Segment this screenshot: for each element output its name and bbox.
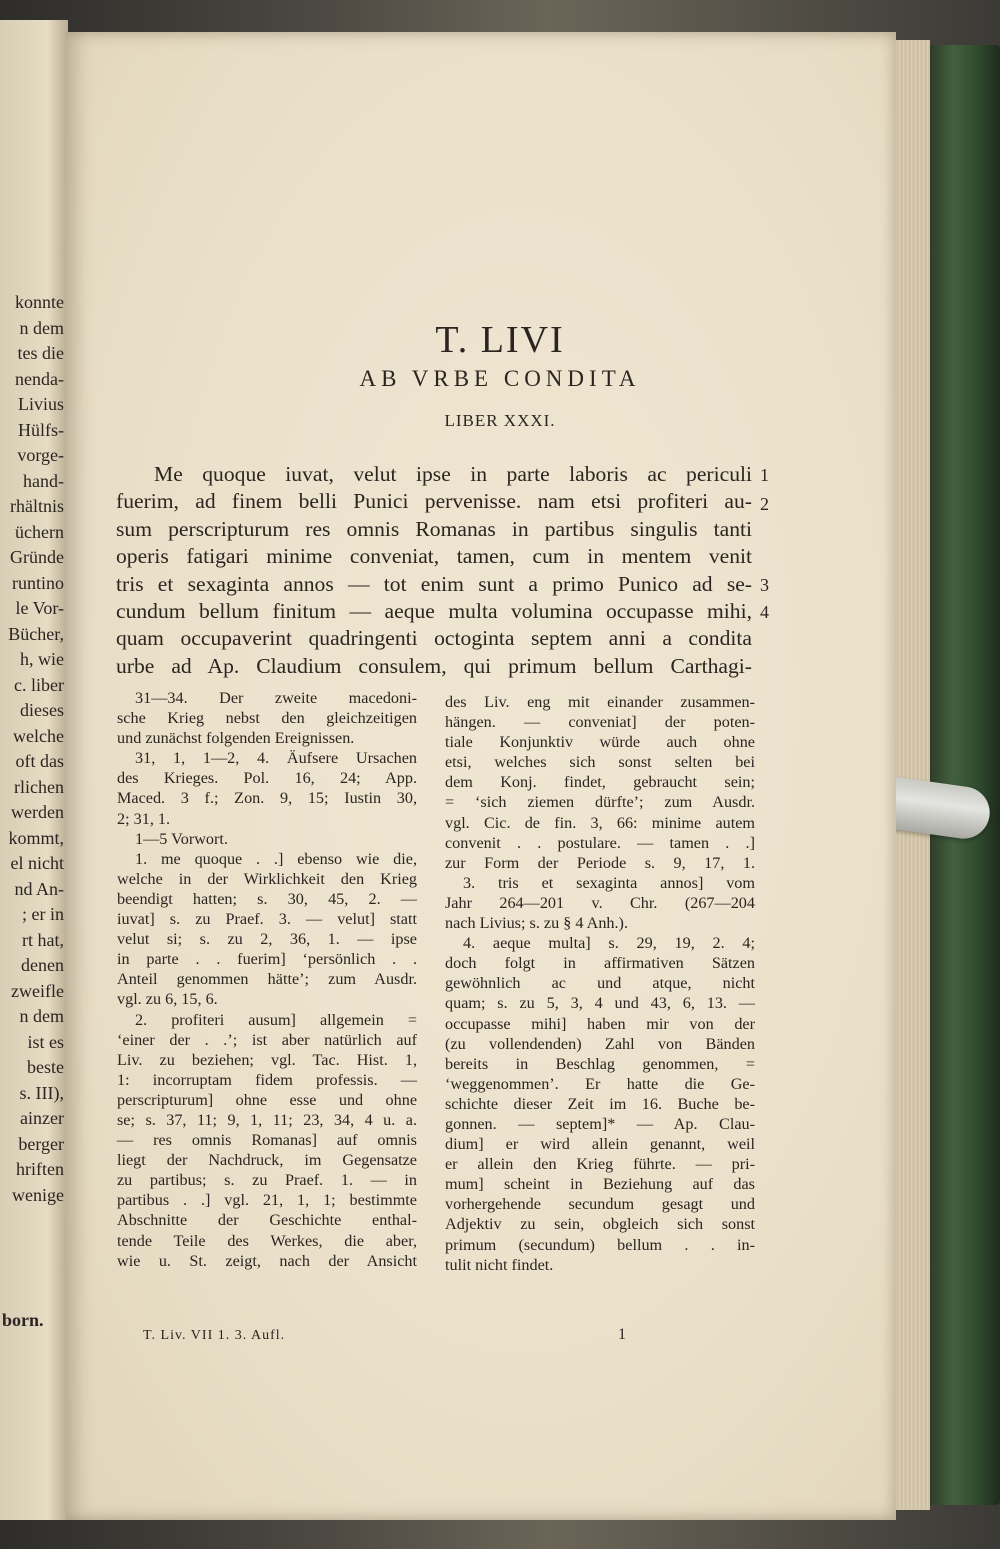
commentary-line: ‘weggenommen’. Er hatte die Ge- (445, 1074, 755, 1093)
commentary-line: partibus . .] vgl. 21, 1, 1; bestimmte (117, 1191, 417, 1210)
book-number: LIBER XXXI. (444, 411, 556, 430)
left-page-fragment: ainzer (20, 1108, 64, 1128)
commentary-line: hängen. — conveniat] der poten- (445, 713, 755, 732)
commentary-line: Anteil genommen hätte’; zum Ausdr. (117, 970, 417, 989)
page-title: T. LIVI (435, 319, 565, 361)
left-page-fragment: h, wie (20, 649, 64, 669)
commentary-line: tende Teile des Werkes, die aber, (117, 1231, 417, 1250)
commentary-line: gewöhnlich ac und atque, nicht (445, 974, 755, 993)
commentary-line: perscripturum] ohne esse und ohne (117, 1090, 417, 1109)
commentary-line: 1—5 Vorwort. (135, 829, 228, 848)
left-page-fragment: Gründe (10, 547, 64, 567)
commentary-line: Liv. zu beziehen; vgl. Tac. Hist. 1, (117, 1050, 417, 1069)
left-page-fragment: c. liber (14, 674, 64, 695)
left-page-fragment: Bücher, (8, 623, 64, 644)
left-page-fragment: ; er in (22, 904, 64, 924)
latin-main-text (116, 461, 752, 680)
main-text-line: quam occupaverint quadringenti octoginta septem anni a condita (116, 626, 752, 651)
commentary-line: und zunächst folgenden Ereignissen. (117, 729, 355, 748)
commentary-line: = ‘sich ziemen dürfte’; zum Ausdr. (445, 793, 755, 812)
commentary-line: (zu vollendenden) Zahl von Bänden (445, 1034, 755, 1053)
commentary-line: dem Konj. findet, gebraucht sein; (445, 773, 755, 792)
main-text-line: tris et sexaginta annos — tot enim sunt a primo Punico ad se- (116, 571, 752, 596)
left-page-fragment: vorge- (17, 445, 64, 465)
book-cover-edge (928, 45, 1000, 1505)
commentary-line: dium] er wird allein genannt, weil (445, 1135, 755, 1154)
commentary-line: 4. aeque multa] s. 29, 19, 2. 4; (463, 934, 755, 953)
commentary-line: gonnen. — septem]* — Ap. Clau- (445, 1114, 755, 1133)
left-page-fragment: üchern (15, 521, 64, 542)
left-page-fragment: oft das (15, 751, 64, 771)
commentary-line: — res omnis Romanas] auf omnis (117, 1131, 417, 1150)
left-page-fragment: rt hat, (22, 929, 64, 950)
commentary-line: 2. profiteri ausum] allgemein = (135, 1010, 417, 1029)
commentary-line: vgl. zu 6, 15, 6. (117, 990, 218, 1009)
page-stack-edge (896, 40, 930, 1510)
commentary-line: convenit . . postulare. — tamen . .] (445, 833, 755, 852)
commentary-line: 31, 1, 1—2, 4. Äufsere Ursachen (135, 749, 417, 768)
commentary-line: zur Form der Periode s. 9, 17, 1. (445, 853, 755, 872)
left-page-fragment: zweifle (11, 980, 64, 1001)
commentary-line: 31—34. Der zweite macedoni- (135, 689, 417, 707)
left-page-fragment: runtino (12, 572, 64, 593)
left-page-fragment: dieses (20, 700, 64, 720)
commentary-line: vgl. Cic. de fin. 3, 66: minime autem (445, 813, 755, 832)
left-page-fragment: rlichen (14, 776, 64, 797)
main-text-line: cundum bellum finitum — aeque multa volumina occupasse mihi, (116, 599, 752, 624)
sheet-number: 1 (618, 1326, 626, 1343)
main-text-line: Me quoque iuvat, velut ipse in parte laboris ac periculi (154, 462, 752, 486)
commentary-line: liegt der Nachdruck, im Gegensatze (117, 1151, 417, 1170)
commentary-line: tulit nicht findet. (445, 1255, 554, 1274)
commentary-line: wie u. St. zeigt, nach der Ansicht (117, 1251, 417, 1270)
left-page-fragment: berger (18, 1133, 64, 1154)
commentary-line: des Liv. eng mit einander zusammen- (445, 693, 755, 711)
commentary-line: Jahr 264—201 v. Chr. (267—204 (445, 893, 755, 912)
commentary-line: in parte . . fuerim] ‘persönlich . . (117, 950, 417, 969)
margin-number: 2 (760, 494, 769, 514)
main-text-line: urbe ad Ap. Claudium consulem, qui primum bellum Carthagi- (116, 653, 752, 678)
commentary-line: quam; s. zu 5, 3, 4 und 43, 6, 13. — (445, 994, 755, 1013)
commentary-line: 3. tris et sexaginta annos] vom (463, 873, 755, 892)
commentary-line: welche in der Wirklichkeit den Krieg (117, 869, 417, 888)
commentary-line: nach Livius; s. zu § 4 Anh.). (445, 914, 628, 933)
left-page-fragment: rhältnis (10, 496, 64, 516)
commentary-line: Adjektiv zu sein, obgleich sich sonst (445, 1215, 755, 1234)
commentary-line: mum] scheint in Beziehung auf das (445, 1175, 755, 1194)
commentary-line: iuvat] s. zu Praef. 3. — velut] statt (117, 910, 417, 929)
work-subtitle: AB VRBE CONDITA (359, 366, 641, 391)
commentary-line: schichte dieser Zeit im 16. Buche be- (445, 1094, 755, 1113)
left-page-fragment: n dem (19, 317, 64, 338)
left-page-fragment: werden (11, 802, 64, 822)
main-text-line: operis fatigari minime conveniat, tamen, cum in mentem venit (116, 544, 752, 569)
commentary-line: Abschnitte der Geschichte enthal- (117, 1211, 417, 1230)
left-page-fragment: tes die (17, 343, 64, 363)
commentary-right-column (445, 692, 755, 1275)
commentary-line: velut si; s. zu 2, 36, 1. — ipse (117, 930, 417, 949)
commentary-left-column (117, 688, 417, 1271)
left-page-fragment: welche (13, 725, 64, 746)
margin-number: 4 (760, 602, 769, 622)
left-page-fragment: beste (27, 1057, 64, 1077)
commentary-line: vorhergehende secundum gesagt und (445, 1195, 755, 1214)
left-page-fragment: Hülfs- (18, 419, 64, 440)
commentary-line: ‘einer der . .’; ist aber natürlich auf (117, 1030, 417, 1049)
left-page-strip (0, 20, 68, 1520)
margin-number: 1 (760, 465, 769, 485)
margin-number: 3 (760, 575, 769, 595)
left-page-fragment: kommt, (8, 827, 64, 848)
commentary-line: 1: incorruptam fidem professis. — (117, 1070, 417, 1089)
main-text-line: fuerim, ad finem belli Punici pervenisse. nam etsi profiteri au- (116, 489, 752, 514)
left-page-fragment: nd An- (14, 878, 64, 899)
left-page-fragment: denen (21, 955, 64, 975)
commentary-line: beendigt hatten; s. 30, 45, 2. — (117, 889, 417, 908)
left-page-fragment: n dem (19, 1006, 64, 1026)
commentary-line: zu partibus; s. zu Praef. 1. — in (117, 1171, 417, 1190)
commentary-line: er allein den Krieg führte. — pri- (445, 1155, 755, 1174)
commentary-line: des Krieges. Pol. 16, 24; App. (117, 769, 417, 788)
commentary-line: doch folgt in affirmativen Sätzen (445, 954, 755, 973)
sheet-signature: T. Liv. VII 1. 3. Aufl. (143, 1328, 286, 1343)
commentary-line: se; s. 37, 11; 9, 1, 11; 23, 34, 4 u. a. (117, 1110, 417, 1129)
left-page-fragment: konnte (15, 292, 64, 312)
commentary-line: occupasse mihi] haben mir von der (445, 1014, 755, 1033)
commentary-line: primum (secundum) bellum . . in- (445, 1235, 755, 1254)
commentary-line: Maced. 3 f.; Zon. 9, 15; Iustin 30, (117, 789, 417, 808)
commentary-line: sche Krieg nebst den gleichzeitigen (117, 709, 417, 728)
commentary-line: etsi, welches sich sonst selten bei (445, 753, 755, 772)
left-page-fragment: wenige (12, 1184, 64, 1205)
commentary-line: 2; 31, 1. (117, 809, 171, 828)
left-page-fragment: s. III), (19, 1082, 64, 1103)
left-page-fragment: el nicht (10, 853, 64, 873)
commentary-line: 1. me quoque . .] ebenso wie die, (135, 849, 417, 868)
commentary-line: tiale Konjunktiv würde auch ohne (445, 733, 755, 752)
commentary-line: bereits in Beschlag genommen, = (445, 1054, 755, 1073)
left-page-fragment: hriften (16, 1159, 64, 1179)
left-page-fragment: Livius (17, 394, 64, 414)
left-page-bottom-word: born. (2, 1310, 44, 1330)
left-page-fragment: le Vor- (15, 598, 64, 618)
left-page-fragment: ist es (27, 1031, 64, 1052)
main-text-line: sum perscripturum res omnis Romanas in partibus singulis tanti (116, 516, 752, 541)
left-page-fragment: nenda- (15, 368, 64, 389)
left-page-fragment: hand- (23, 470, 64, 491)
